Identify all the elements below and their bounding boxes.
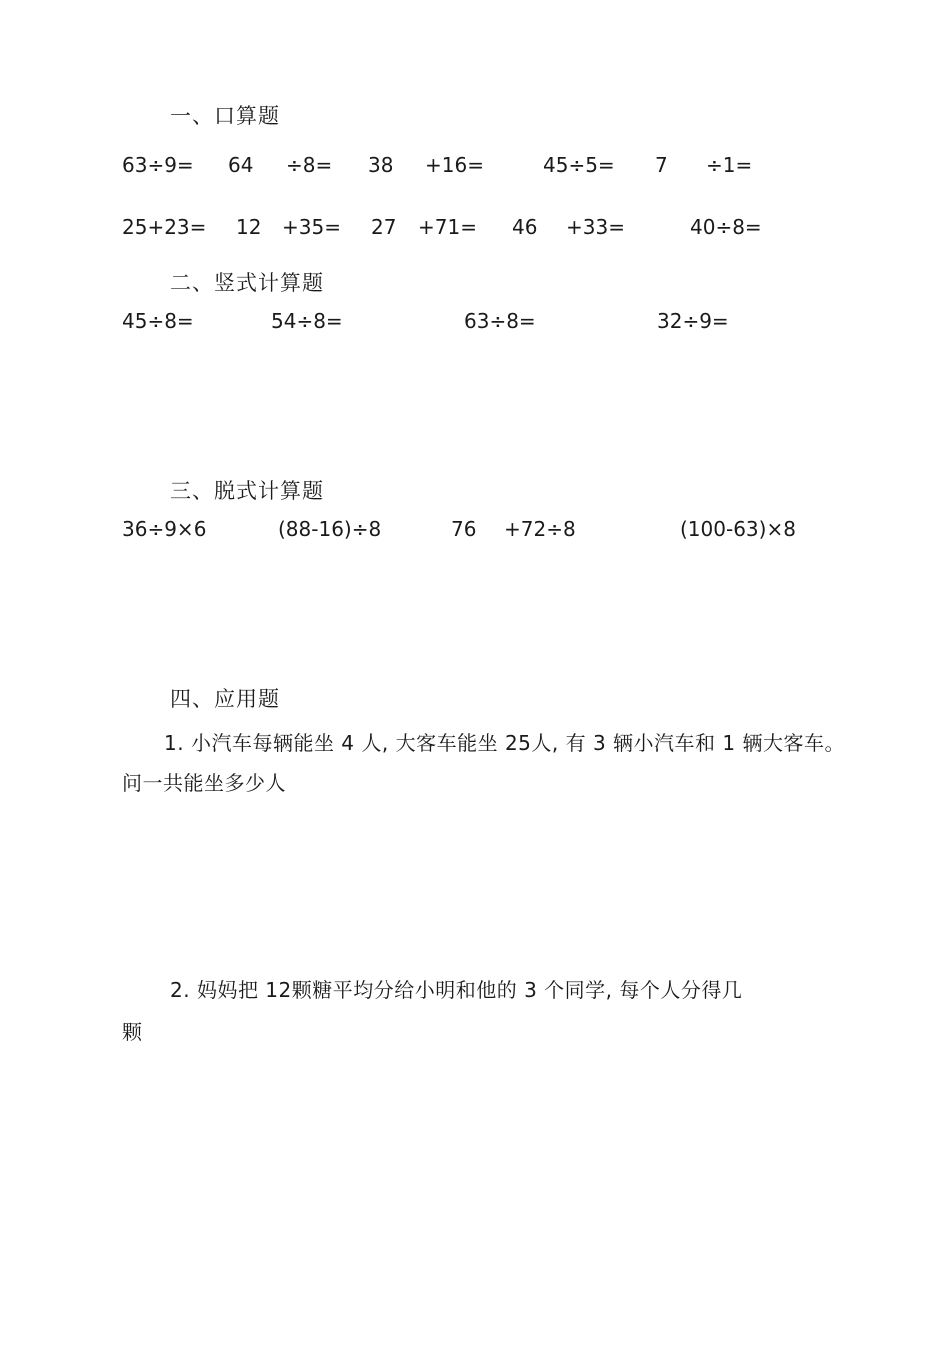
expression: ÷8=: [286, 153, 333, 177]
expression: 64: [228, 153, 254, 177]
section-title-step-calculation: 三、脱式计算题: [170, 479, 324, 503]
expression: 32÷9=: [657, 309, 729, 333]
expression: ÷1=: [706, 153, 753, 177]
expression: 12: [236, 215, 262, 239]
expression: 63÷8=: [464, 309, 536, 333]
expression: (100-63)×8: [680, 517, 796, 541]
word-problem-1-line-1: 1. 小汽车每辆能坐 4 人, 大客车能坐 25人, 有 3 辆小汽车和 1 辆大客车。: [164, 731, 845, 755]
expression: 46: [512, 215, 538, 239]
mental-math-row-1: [0, 153, 950, 183]
word-problem-2-line-2: 颗: [122, 1020, 143, 1044]
expression: (88-16)÷8: [278, 517, 382, 541]
expression: +16=: [425, 153, 484, 177]
expression: +71=: [418, 215, 477, 239]
expression: 27: [371, 215, 397, 239]
expression: 54÷8=: [271, 309, 343, 333]
expression: 76: [451, 517, 477, 541]
section-title-word-problems: 四、应用题: [170, 687, 280, 711]
expression: 45÷5=: [543, 153, 615, 177]
expression: +33=: [566, 215, 625, 239]
mental-math-row-2: [0, 215, 950, 245]
step-calculation-row: [0, 517, 950, 547]
word-problem-1-line-2: 问一共能坐多少人: [122, 771, 286, 795]
expression: 36÷9×6: [122, 517, 207, 541]
expression: 38: [368, 153, 394, 177]
expression: +72÷8: [504, 517, 576, 541]
expression: 7: [655, 153, 668, 177]
section-title-mental-math: 一、口算题: [170, 104, 280, 128]
vertical-calculation-row: [0, 309, 950, 339]
expression: +35=: [282, 215, 341, 239]
expression: 45÷8=: [122, 309, 194, 333]
expression: 63÷9=: [122, 153, 194, 177]
expression: 40÷8=: [690, 215, 762, 239]
section-title-vertical-calculation: 二、竖式计算题: [170, 271, 324, 295]
word-problem-2-line-1: 2. 妈妈把 12颗糖平均分给小明和他的 3 个同学, 每个人分得几: [170, 978, 743, 1002]
expression: 25+23=: [122, 215, 207, 239]
